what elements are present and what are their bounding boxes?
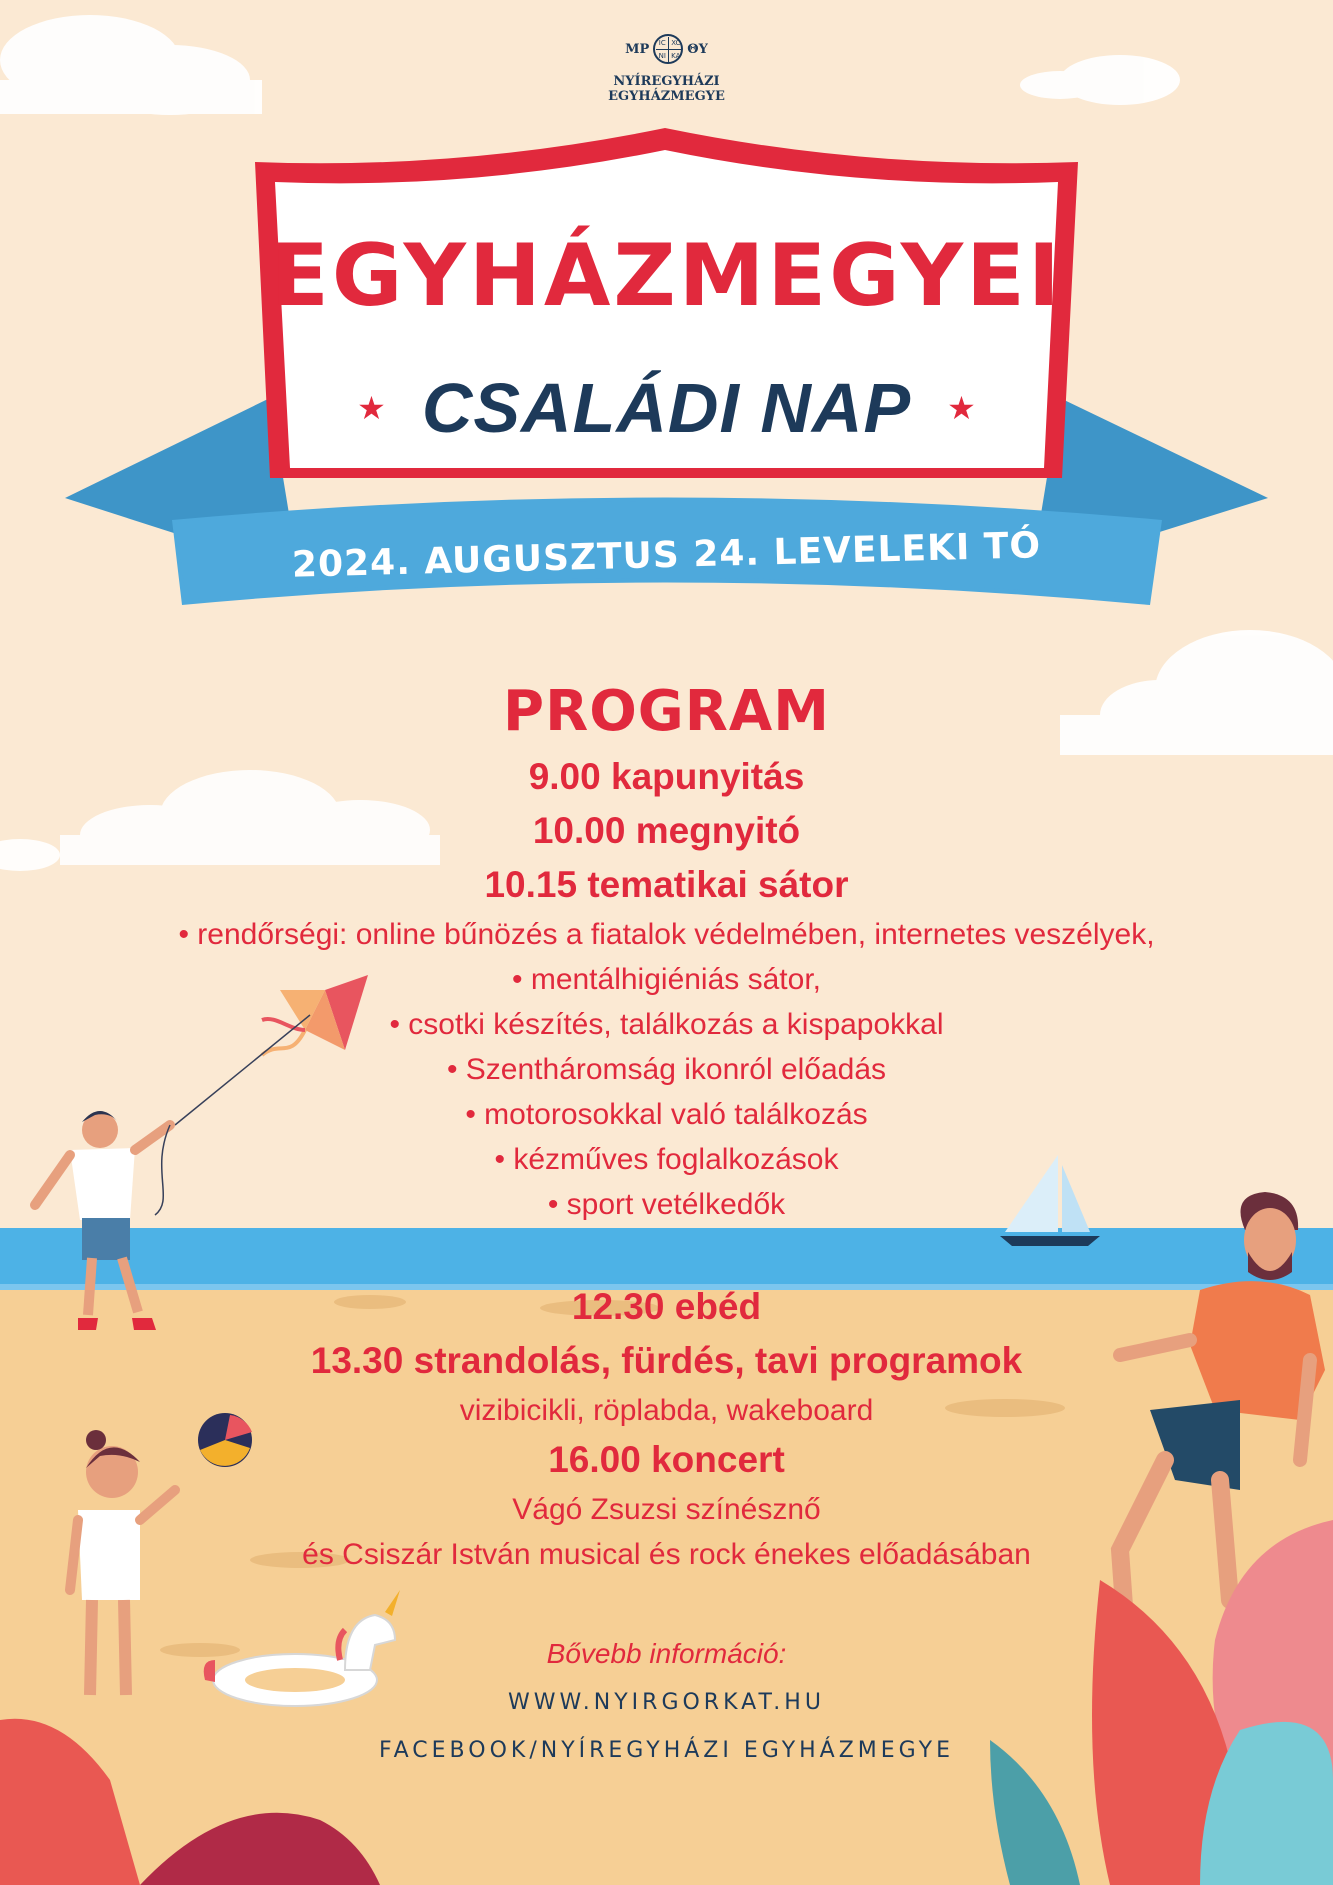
list-item: • motorosokkal való találkozás [465,1098,868,1131]
star-icon: ★ [357,389,386,427]
tent-activities-list [0,912,1333,1227]
event-title: EGYHÁZMEGYEI [270,226,1063,326]
program-subitem: Vágó Zsuzsi színésznő [512,1493,821,1526]
logo-mark-right: ΘY [687,41,708,57]
program-heading: PROGRAM [503,679,830,744]
event-subtitle-row [0,368,1333,448]
list-item: • csotki készítés, találkozás a kispapokkal [389,1008,944,1041]
diocese-logo [560,34,773,104]
list-item: • kézműves foglalkozások [494,1143,839,1176]
sea [0,1228,1333,1288]
program-time-item: 9.00 kapunyitás [528,756,805,797]
program-subitem: vizibicikli, röplabda, wakeboard [459,1394,874,1427]
program-subitem: és Csiszár István musical és rock énekes előadásában [302,1538,1031,1571]
website-link[interactable]: WWW.NYIRGORKAT.HU [508,1690,825,1715]
program-afternoon-list [0,1280,1333,1577]
star-icon: ★ [947,389,976,427]
logo-name: NYÍREGYHÁZI EGYHÁZMEGYE [608,74,725,104]
facebook-link[interactable]: FACEBOOK/NYÍREGYHÁZI EGYHÁZMEGYE [379,1738,954,1763]
list-item: • rendőrségi: online bűnözés a fiatalok védelmében, internetes veszélyek, [178,918,1155,951]
event-subtitle: CSALÁDI NAP [421,369,912,447]
list-item: • mentálhigiéniás sátor, [511,963,821,996]
logo-mark-left: MP [625,41,650,57]
program-morning-list [0,750,1333,912]
program-time-item: 16.00 koncert [548,1439,785,1480]
cross-icon: IC XC NI KA [653,34,683,64]
info-label: Bővebb információ: [546,1638,787,1669]
list-item: • Szentháromság ikonról előadás [446,1053,887,1086]
event-date-location: 2024. AUGUSZTUS 24. LEVELEKI TÓ [291,525,1042,586]
program-time-item: 13.30 strandolás, fürdés, tavi programok [310,1340,1023,1381]
program-time-item: 10.00 megnyitó [532,810,801,851]
program-time-item: 12.30 ebéd [571,1286,762,1327]
list-item: • sport vetélkedők [547,1188,786,1221]
program-time-item: 10.15 tematikai sátor [484,864,849,905]
